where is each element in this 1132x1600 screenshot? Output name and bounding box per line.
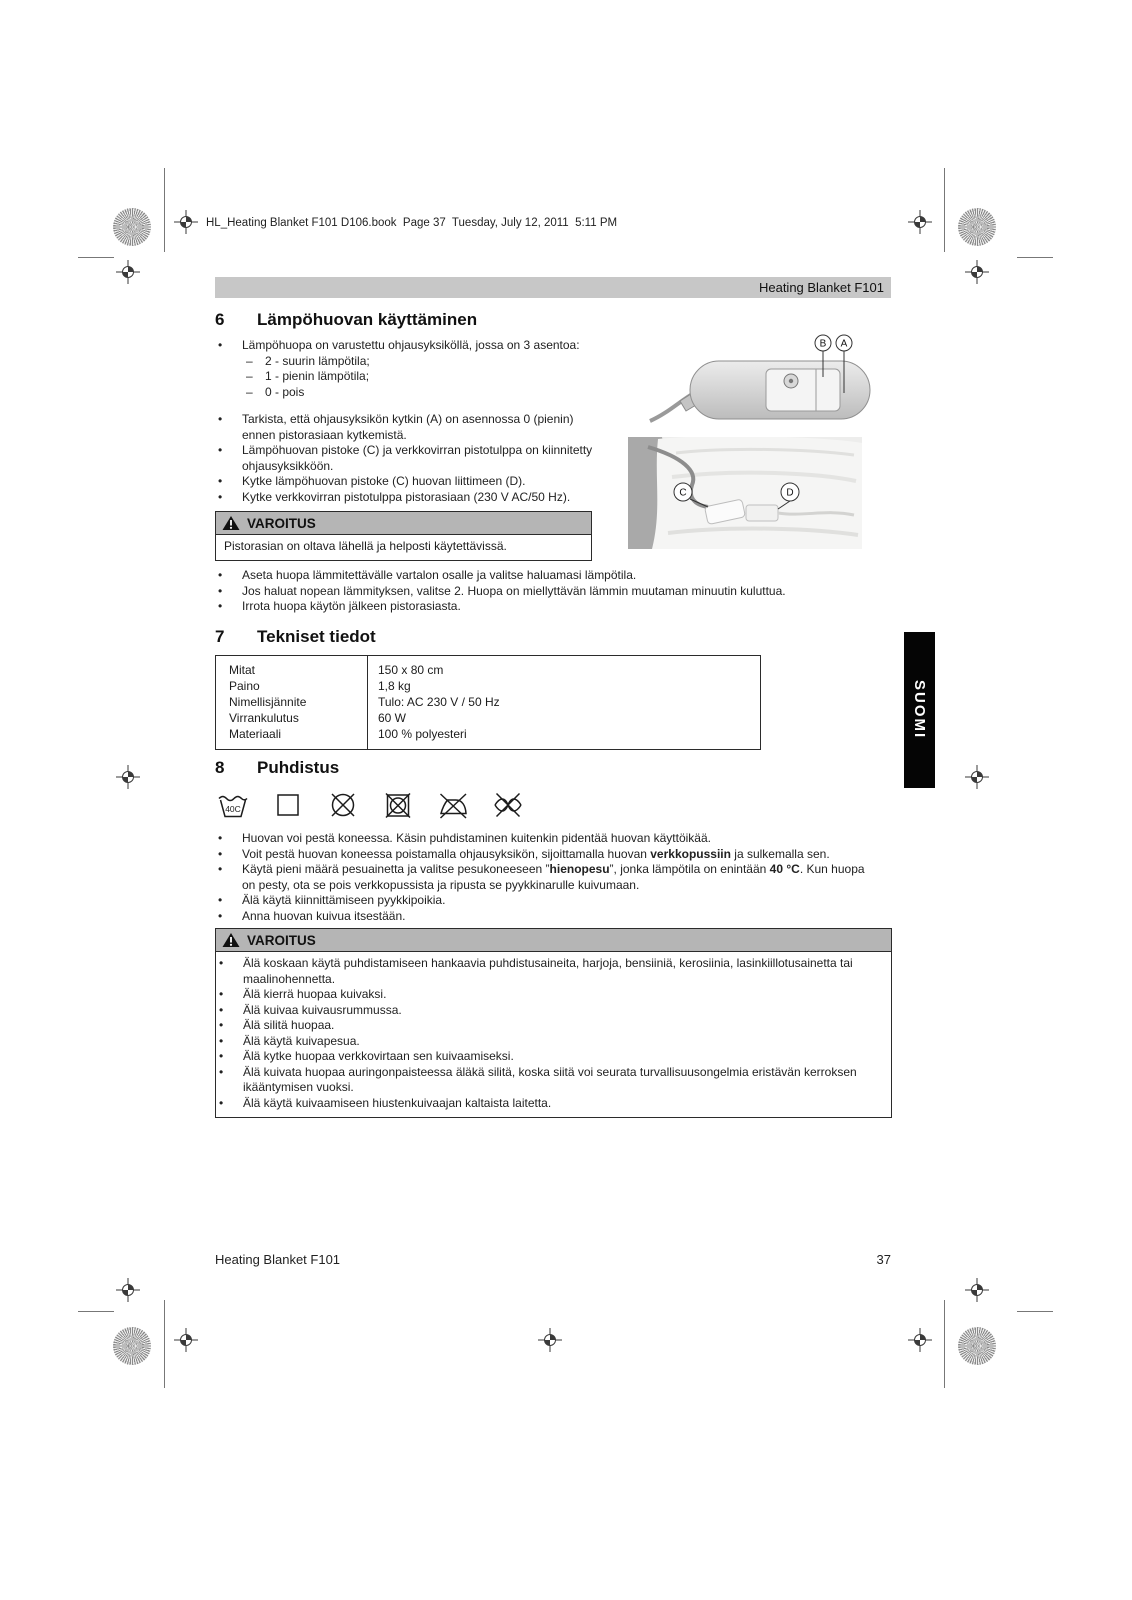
- list-item-text: [242, 862, 865, 892]
- section-6-heading: [215, 310, 477, 330]
- text-segment: Voit pestä huovan koneessa poistamalla ohjausyksikön, sijoittamalla huovan: [242, 846, 651, 861]
- list-item: [216, 956, 883, 987]
- list-item: [215, 893, 875, 909]
- list-item-text: Aseta huopa lämmitettävälle vartalon osalle ja valitse haluamasi lämpötila.: [242, 568, 637, 582]
- crop-mark: [944, 168, 945, 252]
- section8-bullet-list: [215, 831, 875, 924]
- bullet-marker: •: [218, 599, 223, 613]
- warning-box: [215, 928, 892, 1118]
- list-item: [215, 354, 635, 370]
- list-item: [215, 474, 600, 490]
- list-item: [215, 584, 891, 600]
- crop-mark: [164, 168, 165, 252]
- warning-bullet-list: [216, 952, 891, 1117]
- slider-knob-dot: [789, 379, 793, 383]
- registration-mark-icon: [908, 210, 932, 234]
- section6-after-warning-list: [215, 568, 891, 615]
- page-footer: [215, 1252, 891, 1267]
- section-7-heading: [215, 627, 376, 647]
- blanket-socket-d: [746, 505, 778, 521]
- spec-value: 100 % polyesteri: [378, 727, 467, 741]
- list-item: [215, 490, 600, 506]
- section6-intro-list: [215, 338, 635, 400]
- list-item: [215, 412, 600, 443]
- section6-bullet-list: [215, 412, 600, 505]
- list-item-text: 1 - pienin lämpötila;: [265, 369, 370, 383]
- list-item-text: Anna huovan kuivua itsestään.: [242, 908, 406, 923]
- bullet-marker: •: [219, 1064, 224, 1079]
- bullet-marker: •: [218, 443, 223, 457]
- page-number: 37: [876, 1252, 891, 1267]
- crop-mark: [1017, 257, 1053, 258]
- registration-mark-icon: [965, 765, 989, 789]
- control-unit-diagram: [648, 333, 893, 433]
- bullet-marker: •: [218, 846, 223, 861]
- list-item: [215, 338, 635, 354]
- spec-value: 1,8 kg: [378, 679, 411, 693]
- document-info-line: HL_Heating Blanket F101 D106.book Page 37 Tuesday, July 12, 2011 5:11 PM: [206, 217, 618, 229]
- calibration-starburst-icon: [113, 208, 151, 246]
- bold-text-segment: hienopesu: [549, 862, 610, 876]
- list-item-text: Älä käytä kuivaamiseen hiustenkuivaajan kaltaista laitetta.: [243, 1095, 552, 1110]
- diagram-label-d: D: [786, 487, 794, 499]
- list-item: [215, 831, 875, 847]
- registration-mark-icon: [908, 1328, 932, 1352]
- slider-window: [766, 369, 840, 411]
- text-segment: Käytä pieni määrä pesuainetta ja valitse pesukoneeseen ”: [242, 862, 550, 876]
- list-item: [216, 1096, 883, 1112]
- bullet-marker: •: [218, 489, 223, 504]
- list-item: [216, 1065, 883, 1096]
- section-number: 7: [215, 627, 225, 646]
- list-item: [216, 1049, 883, 1065]
- list-item-text: Tarkista, että ohjausyksikön kytkin (A) on asennossa 0 (pienin) ennen pistorasiaan kytkemistä.: [242, 412, 574, 442]
- spec-label: Materiaali: [229, 727, 282, 741]
- warning-triangle-icon: [222, 515, 240, 531]
- registration-mark-icon: [116, 765, 140, 789]
- list-item-text: Älä silitä huopaa.: [243, 1018, 335, 1032]
- bullet-marker: •: [219, 1002, 224, 1017]
- no-iron-icon: [437, 789, 469, 821]
- bullet-marker: •: [218, 908, 223, 923]
- crop-mark: [1017, 1311, 1053, 1312]
- list-item-text: Älä kuivaa kuivausrummussa.: [243, 1002, 402, 1017]
- bullet-marker: •: [218, 338, 223, 352]
- header-title: Heating Blanket F101: [758, 280, 884, 295]
- list-item: [216, 1018, 883, 1034]
- text-segment: ja sulkemalla sen.: [730, 846, 830, 861]
- list-item-text: Huovan voi pestä koneessa. Käsin puhdistaminen kuitenkin pidentää huovan käyttöikää.: [242, 831, 711, 845]
- dash-marker: –: [246, 384, 253, 399]
- list-item: [215, 599, 891, 615]
- spec-value: 150 x 80 cm: [378, 663, 444, 677]
- warning-text: Pistorasian on oltava lähellä ja helposti käytettävissä.: [224, 539, 507, 553]
- list-item: [215, 369, 635, 385]
- registration-mark-icon: [174, 1328, 198, 1352]
- section-title: Puhdistus: [257, 758, 340, 777]
- blanket-photo: [628, 437, 862, 549]
- crop-mark: [944, 1300, 945, 1388]
- list-item-text: Lämpöhuopa on varustettu ohjausyksiköllä, jossa on 3 asentoa:: [242, 338, 580, 352]
- care-symbols-row: [217, 789, 524, 821]
- warning-triangle-icon: [222, 932, 240, 948]
- socket-cable: [778, 513, 854, 515]
- section-number: 8: [215, 758, 225, 777]
- list-item: [215, 862, 875, 893]
- bullet-marker: •: [218, 583, 223, 598]
- no-dry-clean-icon: [327, 789, 359, 821]
- diagram-label-b: B: [819, 338, 827, 350]
- wash-temp-label: 40C: [225, 804, 241, 814]
- spec-label: Paino: [229, 679, 260, 693]
- crop-mark: [78, 1311, 114, 1312]
- list-item: [216, 987, 883, 1003]
- bullet-marker: •: [218, 862, 223, 876]
- bullet-marker: •: [218, 568, 223, 582]
- registration-mark-icon: [965, 1278, 989, 1302]
- footer-title: Heating Blanket F101: [215, 1252, 341, 1267]
- spec-values-column: [368, 656, 760, 749]
- bullet-marker: •: [219, 1049, 224, 1063]
- list-item: [215, 385, 635, 401]
- bullet-marker: •: [219, 1095, 224, 1110]
- registration-mark-icon: [538, 1328, 562, 1352]
- list-item-text: Älä käytä kuivapesua.: [243, 1033, 360, 1048]
- page-header-bar: [215, 277, 891, 298]
- dash-marker: –: [246, 369, 253, 383]
- list-item: [216, 1034, 883, 1050]
- warning-title: VAROITUS: [247, 932, 316, 948]
- spec-label: Virrankulutus: [229, 711, 299, 725]
- warning-title: VAROITUS: [247, 515, 316, 531]
- section-title: Tekniset tiedot: [257, 627, 376, 646]
- spec-value: Tulo: AC 230 V / 50 Hz: [378, 695, 500, 709]
- list-item: [216, 1003, 883, 1019]
- crop-mark: [78, 257, 114, 258]
- section-number: 6: [215, 310, 225, 329]
- bullet-marker: •: [219, 1018, 224, 1032]
- list-item-text: Älä kierrä huopaa kuivaksi.: [243, 987, 387, 1001]
- spec-value: 60 W: [378, 711, 407, 725]
- list-item-text: Älä kytke huopaa verkkovirtaan sen kuivaamiseksi.: [243, 1049, 514, 1063]
- spec-label: Nimellisjännite: [229, 695, 307, 709]
- list-item-text: 2 - suurin lämpötila;: [265, 353, 370, 368]
- list-item-text: Kytke lämpöhuovan pistoke (C) huovan liittimeen (D).: [242, 474, 526, 488]
- list-item-text: Jos haluat nopean lämmityksen, valitse 2. Huopa on miellyttävän lämmin muutaman minuutin kuluttua.: [242, 583, 786, 598]
- tech-specs-table: [215, 655, 761, 750]
- bullet-marker: •: [218, 474, 223, 488]
- list-item-text: 0 - pois: [265, 384, 305, 399]
- section-title: Lämpöhuovan käyttäminen: [257, 310, 478, 329]
- list-item-text: Älä kuivata huopaa auringonpaisteessa äläkä silitä, koska siitä voi seurata turvallisuusongelmia eristävän kerroksen ikääntymisen vuoksi.: [243, 1064, 857, 1094]
- calibration-starburst-icon: [958, 208, 996, 246]
- list-item-text: Älä käytä kiinnittämiseen pyykkipoikia.: [242, 893, 446, 907]
- registration-mark-icon: [116, 260, 140, 284]
- natural-dry-icon: [272, 789, 304, 821]
- spec-labels-column: [216, 656, 368, 749]
- dash-marker: –: [246, 353, 253, 368]
- calibration-starburst-icon: [113, 1327, 151, 1365]
- list-item-text: Älä koskaan käytä puhdistamiseen hankaavia puhdistusaineita, harjoja, bensiiniä, kerosiinia, lasinkiillotusainetta tai maalinohennetta.: [243, 956, 853, 986]
- list-item: [215, 847, 875, 863]
- list-item-text: Lämpöhuovan pistoke (C) ja verkkovirran pistotulppa on kiinnitetty ohjausyksikköön.: [242, 443, 593, 473]
- bold-text-segment: 40 °C: [769, 862, 800, 876]
- language-tab-suomi: SUOMI: [904, 632, 935, 788]
- list-item-text: [242, 847, 830, 861]
- registration-mark-icon: [116, 1278, 140, 1302]
- list-item-text: Irrota huopa käytön jälkeen pistorasiasta.: [242, 599, 461, 613]
- section-8-heading: [215, 758, 339, 778]
- spec-label: Mitat: [229, 663, 256, 677]
- list-item: [215, 443, 600, 474]
- list-item-text: Kytke verkkovirran pistotulppa pistorasiaan (230 V AC/50 Hz).: [242, 489, 571, 504]
- text-segment: . Kun huopa on pesty, ota se pois verkkopussista ja ripusta se pyykkinarulle kuivumaan.: [242, 862, 865, 892]
- list-item: [215, 909, 875, 925]
- warning-box: [215, 511, 592, 561]
- bullet-marker: •: [218, 412, 223, 426]
- bullet-marker: •: [218, 831, 223, 845]
- bullet-marker: •: [219, 956, 224, 970]
- bold-text-segment: verkkopussiin: [650, 846, 731, 861]
- no-wring-icon: [492, 789, 524, 821]
- registration-mark-icon: [965, 260, 989, 284]
- bullet-marker: •: [219, 1033, 224, 1048]
- list-item: [215, 568, 891, 584]
- diagram-label-a: A: [840, 338, 848, 350]
- machine-wash-40-icon: [217, 789, 249, 821]
- bullet-marker: •: [218, 893, 223, 907]
- warning-header: [216, 512, 591, 535]
- crop-mark: [164, 1300, 165, 1388]
- warning-header: [216, 929, 891, 952]
- diagram-label-c: C: [679, 487, 687, 499]
- bullet-marker: •: [219, 987, 224, 1001]
- calibration-starburst-icon: [958, 1327, 996, 1365]
- registration-mark-icon: [174, 210, 198, 234]
- no-tumble-dry-icon: [382, 789, 414, 821]
- text-segment: ”, jonka lämpötila on enintään: [609, 862, 770, 876]
